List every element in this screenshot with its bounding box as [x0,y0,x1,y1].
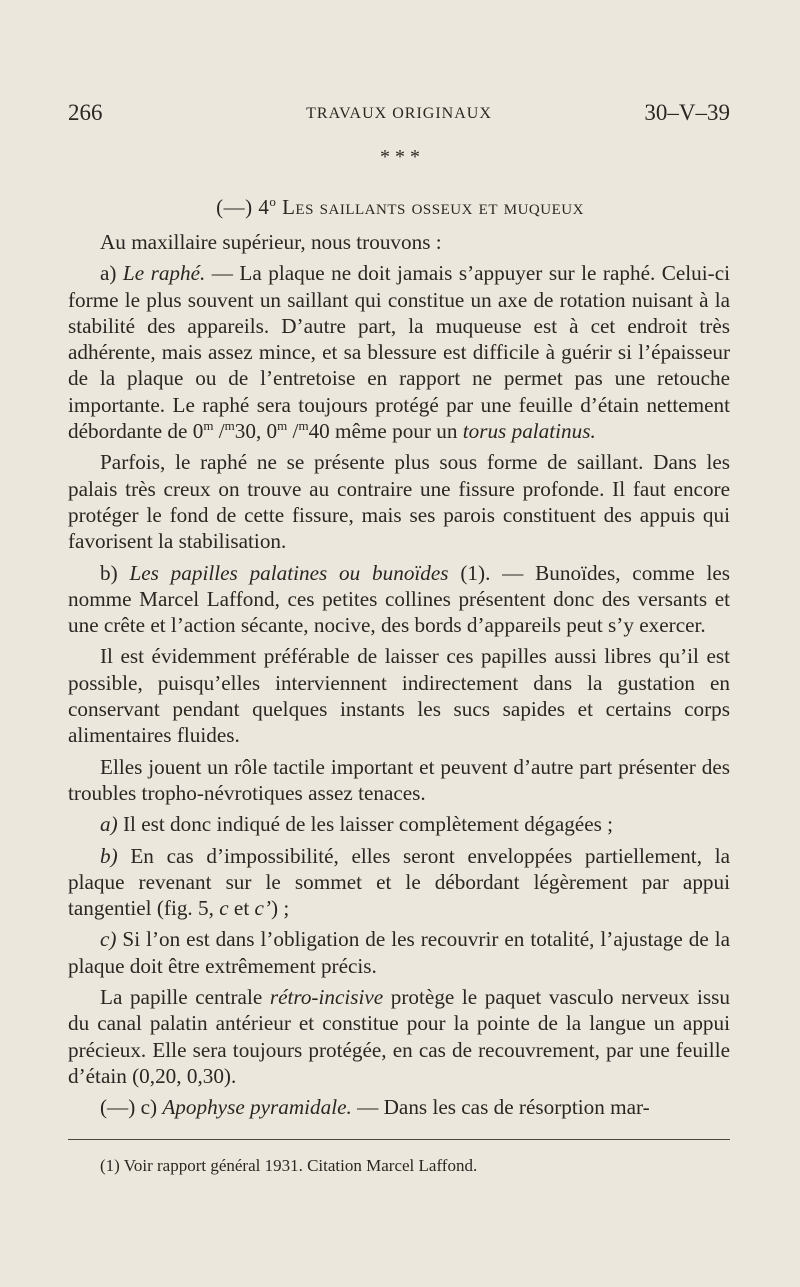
unit-superscript: m [203,418,214,434]
paragraph-text: La papille centrale [100,985,270,1010]
paragraph-intro: Au maxillaire supérieur, nous trouvons : [100,230,442,254]
paragraph-item-b [68,843,730,922]
paragraph-text: Si l’on est dans l’obligation de les recouvrir en totalité, l’ajustage de la plaque doit être extrêmement précis. [68,927,730,978]
paragraph-gustation: Il est évidemment préférable de laisser ces papilles aussi libres qu’il est possible, puisqu’elles interviennent indirectement dans la gustation en conservant pendant quelques instants les sucs sapides et certains corps alimentaires fluides. [68,644,730,748]
italic-term: torus palatinus. [462,419,596,444]
italic-term: rétro-incisive [269,985,384,1010]
running-title: TRAVAUX ORIGINAUX [306,105,492,122]
unit-slash: / [287,419,299,444]
item-label: c) [100,927,117,952]
paragraph-text: — Dans les cas de résorption mar- [351,1095,650,1120]
paragraph-fissure: Parfois, le raphé ne se présente plus sous forme de saillant. Dans les palais très creux on trouve au contraire une fissure profonde. Il faut encore protéger le fond de cette fissure, mais ses parois constituent des appuis qui favorisent la stabilisation. [68,450,730,554]
unit-superscript: m [224,418,235,434]
header-date: 30–V–39 [644,100,730,125]
item-title: Apophyse pyramidale. [162,1095,352,1120]
paragraph-text: (1). — Bunoïdes, comme les nomme Marcel Laffond, ces petites collines présentent donc des versants et une crête et l’action sécante, nocive, des bords d’appareils peut s’y exercer. [68,560,730,638]
item-label: a) [100,812,118,837]
paragraph-item-c [68,926,730,979]
paragraph-papilles [68,560,730,639]
paragraph-text: En cas d’impossibilité, elles seront enveloppées partiellement, la plaque revenant sur le sommet et le débordant légèrement par appui tangentiel (fig. 5, [68,843,730,921]
item-label: b) [100,560,130,585]
item-label: a) [100,261,123,286]
paragraph-text: Il est donc indiqué de les laisser complètement dégagées ; [117,812,614,837]
section-prefix: (—) 4 [216,195,270,219]
footnote: (1) Voir rapport général 1931. Citation Marcel Laffond. [100,1156,478,1175]
item-title: Le raphé. [122,261,206,286]
paragraph-tactile: Elles jouent un rôle tactile important et peuvent d’autre part présenter des troubles tropho-névrotiques assez tenaces. [68,754,730,805]
paragraph-text: — La plaque ne doit jamais s’appuyer sur le raphé. Celui-ci forme le plus souvent un saillant qui constitue un axe de rotation nuisant à la stabilité des appareils. D’autre part, la muqueuse est à cet endroit très adhérente, mais assez mince, et sa blessure est difficile à guérir si l’épaisseur de la plaque ou de l’entretoise en rapport ne permet pas une retouche importante. Le raphé sera toujours protégé par une feuille d’étain nettement débordante de 0 [68,261,730,444]
asterism-separator: * * * [380,146,420,168]
unit-superscript: m [298,418,309,434]
section-heading [0,195,800,220]
paragraph-text: 30, 0 [234,419,278,444]
figure-ref: c [219,896,229,921]
paragraph-item-a [68,811,730,837]
figure-ref: c’ [254,896,271,921]
paragraph-apophyse [68,1094,730,1120]
paragraph-raphe [68,260,730,444]
unit-slash: / [213,419,225,444]
section-title: Les saillants osseux et muqueux [282,195,584,219]
item-label: b) [100,843,118,868]
paragraph-text: protège le paquet vasculo nerveux issu du canal palatin antérieur et constitue pour la pointe de la langue un appui précieux. Elle sera toujours protégée, en cas de recouvrement, par une feuille d’étain (0,20, 0,30). [68,985,730,1088]
running-header [68,100,730,136]
paragraph-text: ) ; [270,896,290,921]
footnote-rule [68,1139,730,1140]
page-number: 266 [68,100,103,125]
unit-superscript: m [277,418,288,434]
paragraph-text: et [228,896,255,921]
body-text [68,229,730,1126]
paragraph-papille-centrale [68,984,730,1089]
section-degree: o [269,194,277,209]
item-label: (—) c) [100,1095,163,1120]
paragraph-text: 40 même pour un [308,419,463,444]
item-title: Les papilles palatines ou bunoïdes [129,560,449,585]
